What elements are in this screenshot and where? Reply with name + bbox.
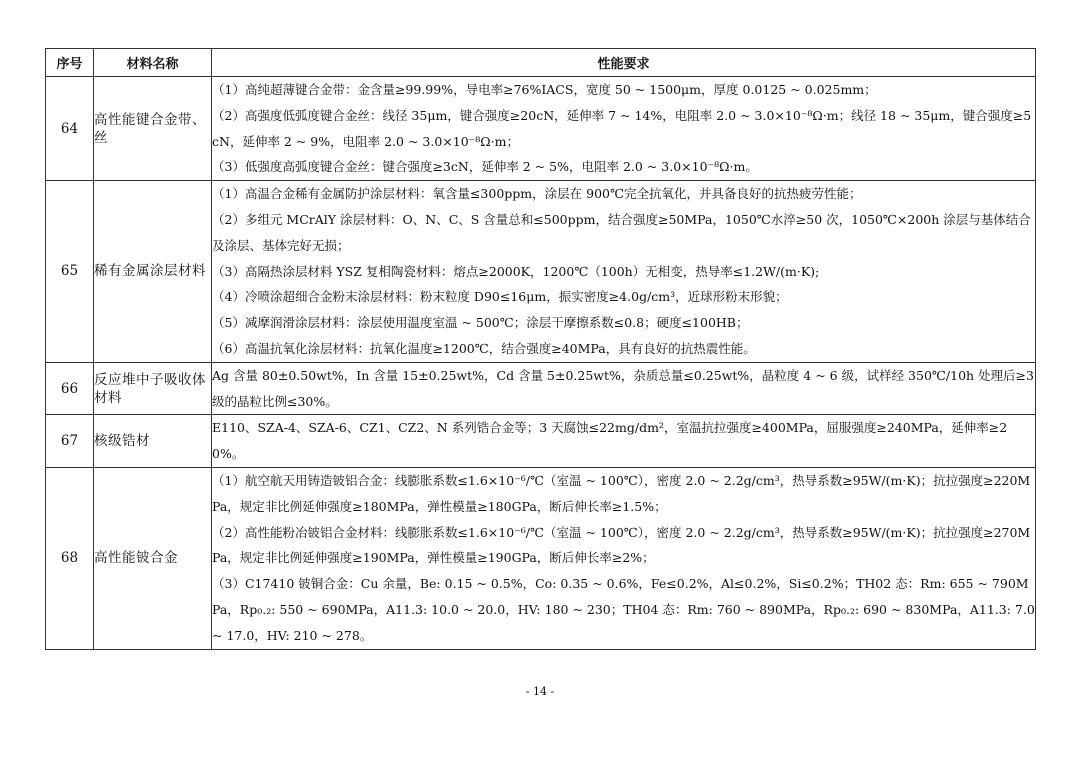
- header-no: 序号: [46, 49, 94, 77]
- requirement-line: （2）高强度低弧度键合金丝：线径 35μm，键合强度≥20cN，延伸率 7 ~ 14%，电阻率 2.0 ~ 3.0×10⁻⁸Ω·m；线径 18 ~ 35μm，键合强度≥5cN，延伸率 2 ~ 9%，电阻率 2.0 ~ 3.0×10⁻⁸Ω·m；: [212, 107, 1032, 149]
- material-name: 高性能铍合金: [94, 467, 212, 649]
- performance-requirements-table: [45, 48, 1036, 650]
- material-name: 稀有金属涂层材料: [94, 181, 212, 363]
- table-row: [46, 181, 1036, 363]
- requirement-line: （3）C17410 铍铜合金：Cu 余量，Be: 0.15 ~ 0.5%，Co: 0.35 ~ 0.6%，Fe≤0.2%，Al≤0.2%，Si≤0.2%；TH02 态：Rm: 655 ~ 790MPa，Rp₀.₂: 550 ~ 690MPa，A11.3: 10.0 ~ 20.0，HV: 180 ~ 230；TH04 态：Rm: 760 ~ 890MPa，Rp₀.₂: 690 ~ 830MPa，A11.3: 7.0 ~ 17.0，HV: 210 ~ 278。: [212, 576, 1035, 643]
- header-row: [46, 49, 1036, 77]
- requirements-cell: [212, 467, 1036, 649]
- requirements-cell: [212, 77, 1036, 181]
- requirement-line: （4）冷喷涂超细合金粉末涂层材料：粉末粒度 D90≤16μm，振实密度≥4.0g/cm³，近球形粉末形貌；: [212, 289, 788, 305]
- row-number: 65: [46, 181, 94, 363]
- table-row: [46, 467, 1036, 649]
- table-row: [46, 77, 1036, 181]
- material-name: 核级锆材: [94, 415, 212, 468]
- requirement-line: （1）航空航天用铸造铍铝合金：线膨胀系数≤1.6×10⁻⁶/℃（室温 ~ 100℃），密度 2.0 ~ 2.2g/cm³，热导系数≥95W/(m·K)；抗拉强度≥220MPa，规定非比例延伸强度≥180MPa，弹性模量≥180GPa，断后伸长率≥1.5%；: [212, 472, 1031, 514]
- requirements-cell: [212, 181, 1036, 363]
- requirements-cell: [212, 362, 1036, 415]
- material-name: 高性能键合金带、丝: [94, 77, 212, 181]
- requirement-line: （3）低强度高弧度键合金丝：键合强度≥3cN，延伸率 2 ~ 5%，电阻率 2.0 ~ 3.0×10⁻⁸Ω·m。: [212, 159, 758, 175]
- requirement-line: （6）高温抗氧化涂层材料：抗氧化温度≥1200℃，结合强度≥40MPa，具有良好的抗热震性能。: [212, 340, 756, 356]
- requirement-line: （1）高温合金稀有金属防护涂层材料：氧含量≤300ppm，涂层在 900℃完全抗氧化，并具备良好的抗热疲劳性能；: [212, 186, 862, 202]
- header-requirements: 性能要求: [212, 49, 1036, 77]
- requirement-line: E110、SZA-4、SZA-6、CZ1、CZ2、N 系列锆合金等；3 天腐蚀≤22mg/dm²，室温抗拉强度≥400MPa，屈服强度≥240MPa，延伸率≥20%。: [212, 420, 1008, 462]
- requirement-line: （2）高性能粉冶铍铝合金材料：线膨胀系数≤1.6×10⁻⁶/℃（室温 ~ 100℃），密度 2.0 ~ 2.2g/cm³，热导系数≥95W/(m·K)；抗拉强度≥270MPa，规定非比例延伸强度≥190MPa，弹性模量≥190GPa，断后伸长率≥2%；: [212, 524, 1031, 566]
- requirements-cell: [212, 415, 1036, 468]
- row-number: 66: [46, 362, 94, 415]
- requirement-line: （2）多组元 MCrAlY 涂层材料：O、N、C、S 含量总和≤500ppm，结合强度≥50MPa，1050℃水淬≥50 次，1050℃×200h 涂层与基体结合及涂层、基体完好无损；: [212, 211, 1031, 253]
- row-number: 67: [46, 415, 94, 468]
- material-name: 反应堆中子吸收体材料: [94, 362, 212, 415]
- requirement-line: Ag 含量 80±0.50wt%，In 含量 15±0.25wt%，Cd 含量 5±0.25wt%，杂质总量≤0.25wt%，晶粒度 4 ~ 6 级，试样经 350℃/10h 处理后≥3 级的晶粒比例≤30%。: [212, 367, 1034, 409]
- row-number: 64: [46, 77, 94, 181]
- header-material-name: 材料名称: [94, 49, 212, 77]
- requirement-line: （3）高隔热涂层材料 YSZ 复相陶瓷材料：熔点≥2000K，1200℃（100h）无相变，热导率≤1.2W/(m·K);: [212, 263, 820, 279]
- requirement-line: （1）高纯超薄键合金带：金含量≥99.99%，导电率≥76%IACS，宽度 50 ~ 1500μm，厚度 0.0125 ~ 0.025mm；: [212, 82, 877, 97]
- table-row: [46, 362, 1036, 415]
- row-number: 68: [46, 467, 94, 649]
- table-row: [46, 415, 1036, 468]
- requirement-line: （5）减摩润滑涂层材料：涂层使用温度室温 ~ 500℃；涂层干摩擦系数≤0.8；硬度≤100HB；: [212, 315, 749, 331]
- page-number: - 14 -: [525, 685, 555, 698]
